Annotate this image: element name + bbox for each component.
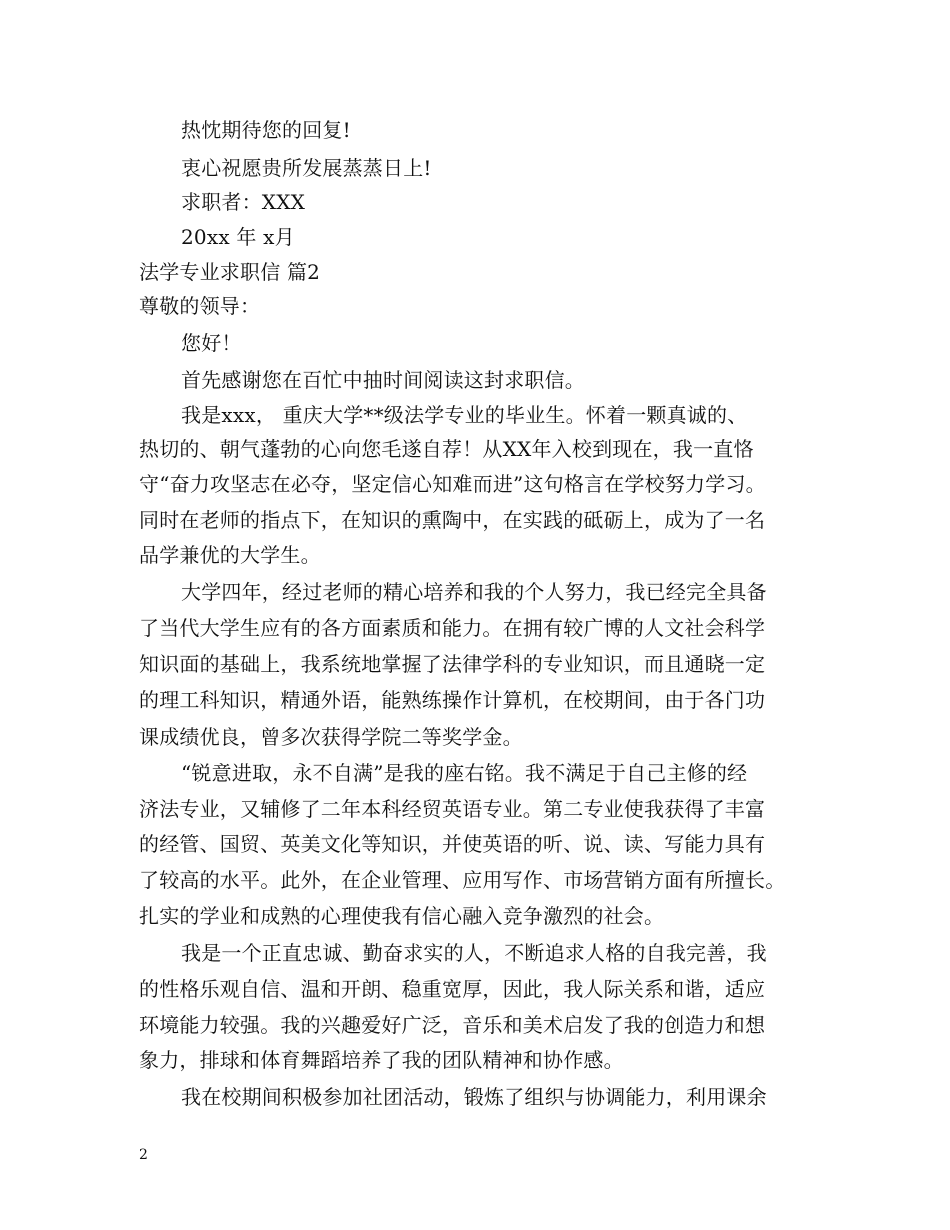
paragraph-line: 了较高的水平。此外，在企业管理、应用写作、市场营销方面有所擅长。 (139, 868, 786, 892)
paragraph-line: 的性格乐观自信、温和开朗、稳重宽厚，因此，我人际关系和谐，适应 (139, 977, 766, 1001)
paragraph-line: 象力，排球和体育舞蹈培养了我的团队精神和协作感。 (139, 1048, 624, 1072)
paragraph-line: 首先感谢您在百忙中抽时间阅读这封求职信。 (181, 368, 585, 392)
paragraph-line: 大学四年，经过老师的精心培养和我的个人努力，我已经完全具备 (181, 580, 767, 604)
paragraph-line: 的经管、国贸、英美文化等知识，并使英语的听、说、读、写能力具有 (139, 832, 766, 856)
paragraph-line: 的理工科知识，精通外语，能熟练操作计算机，在校期间，由于各门功 (139, 688, 766, 712)
paragraph-line: 知识面的基础上，我系统地掌握了法律学科的专业知识，而且通晓一定 (139, 652, 766, 676)
closing-line-wishes: 衷心祝愿贵所发展蒸蒸日上! (181, 156, 432, 180)
paragraph-line: 环境能力较强。我的兴趣爱好广泛，音乐和美术启发了我的创造力和想 (139, 1013, 766, 1037)
salutation: 尊敬的领导： (139, 294, 261, 318)
paragraph-line: 我是xxx， 重庆大学**级法学专业的毕业生。怀着一颗真诚的、 (181, 403, 748, 427)
paragraph-line: 扎实的学业和成熟的心理使我有信心融入竞争激烈的社会。 (139, 904, 665, 928)
letter-date: 20xx 年 x月 (181, 225, 295, 249)
closing-line-reply: 热忱期待您的回复! (181, 118, 351, 142)
section-heading: 法学专业求职信 篇2 (139, 260, 321, 284)
paragraph-line: 济法专业，又辅修了二年本科经贸英语专业。第二专业使我获得了丰富 (139, 797, 766, 821)
applicant-signature: 求职者：XXX (181, 190, 306, 214)
paragraph-line: 我在校期间积极参加社团活动，锻炼了组织与协调能力，利用课余 (181, 1085, 767, 1109)
paragraph-line: 品学兼优的大学生。 (139, 543, 321, 567)
paragraph-line: 我是一个正直忠诚、勤奋求实的人，不断追求人格的自我完善，我 (181, 941, 767, 965)
paragraph-line: 守“奋力攻坚志在必夺，坚定信心知难而进”这句格言在学校努力学习。 (139, 472, 766, 496)
paragraph-line: “锐意进取，永不自满”是我的座右铭。我不满足于自己主修的经 (181, 761, 748, 785)
page-number: 2 (139, 1147, 148, 1163)
paragraph-line: 同时在老师的指点下，在知识的熏陶中，在实践的砥砺上，成为了一名 (139, 508, 766, 532)
greeting: 您好！ (181, 331, 242, 355)
paragraph-line: 了当代大学生应有的各方面素质和能力。在拥有较广博的人文社会科学 (139, 616, 766, 640)
paragraph-line: 热切的、朝气蓬勃的心向您毛遂自荐！从XX年入校到现在，我一直恪 (139, 437, 754, 461)
paragraph-line: 课成绩优良，曾多次获得学院二等奖学金。 (139, 725, 523, 749)
